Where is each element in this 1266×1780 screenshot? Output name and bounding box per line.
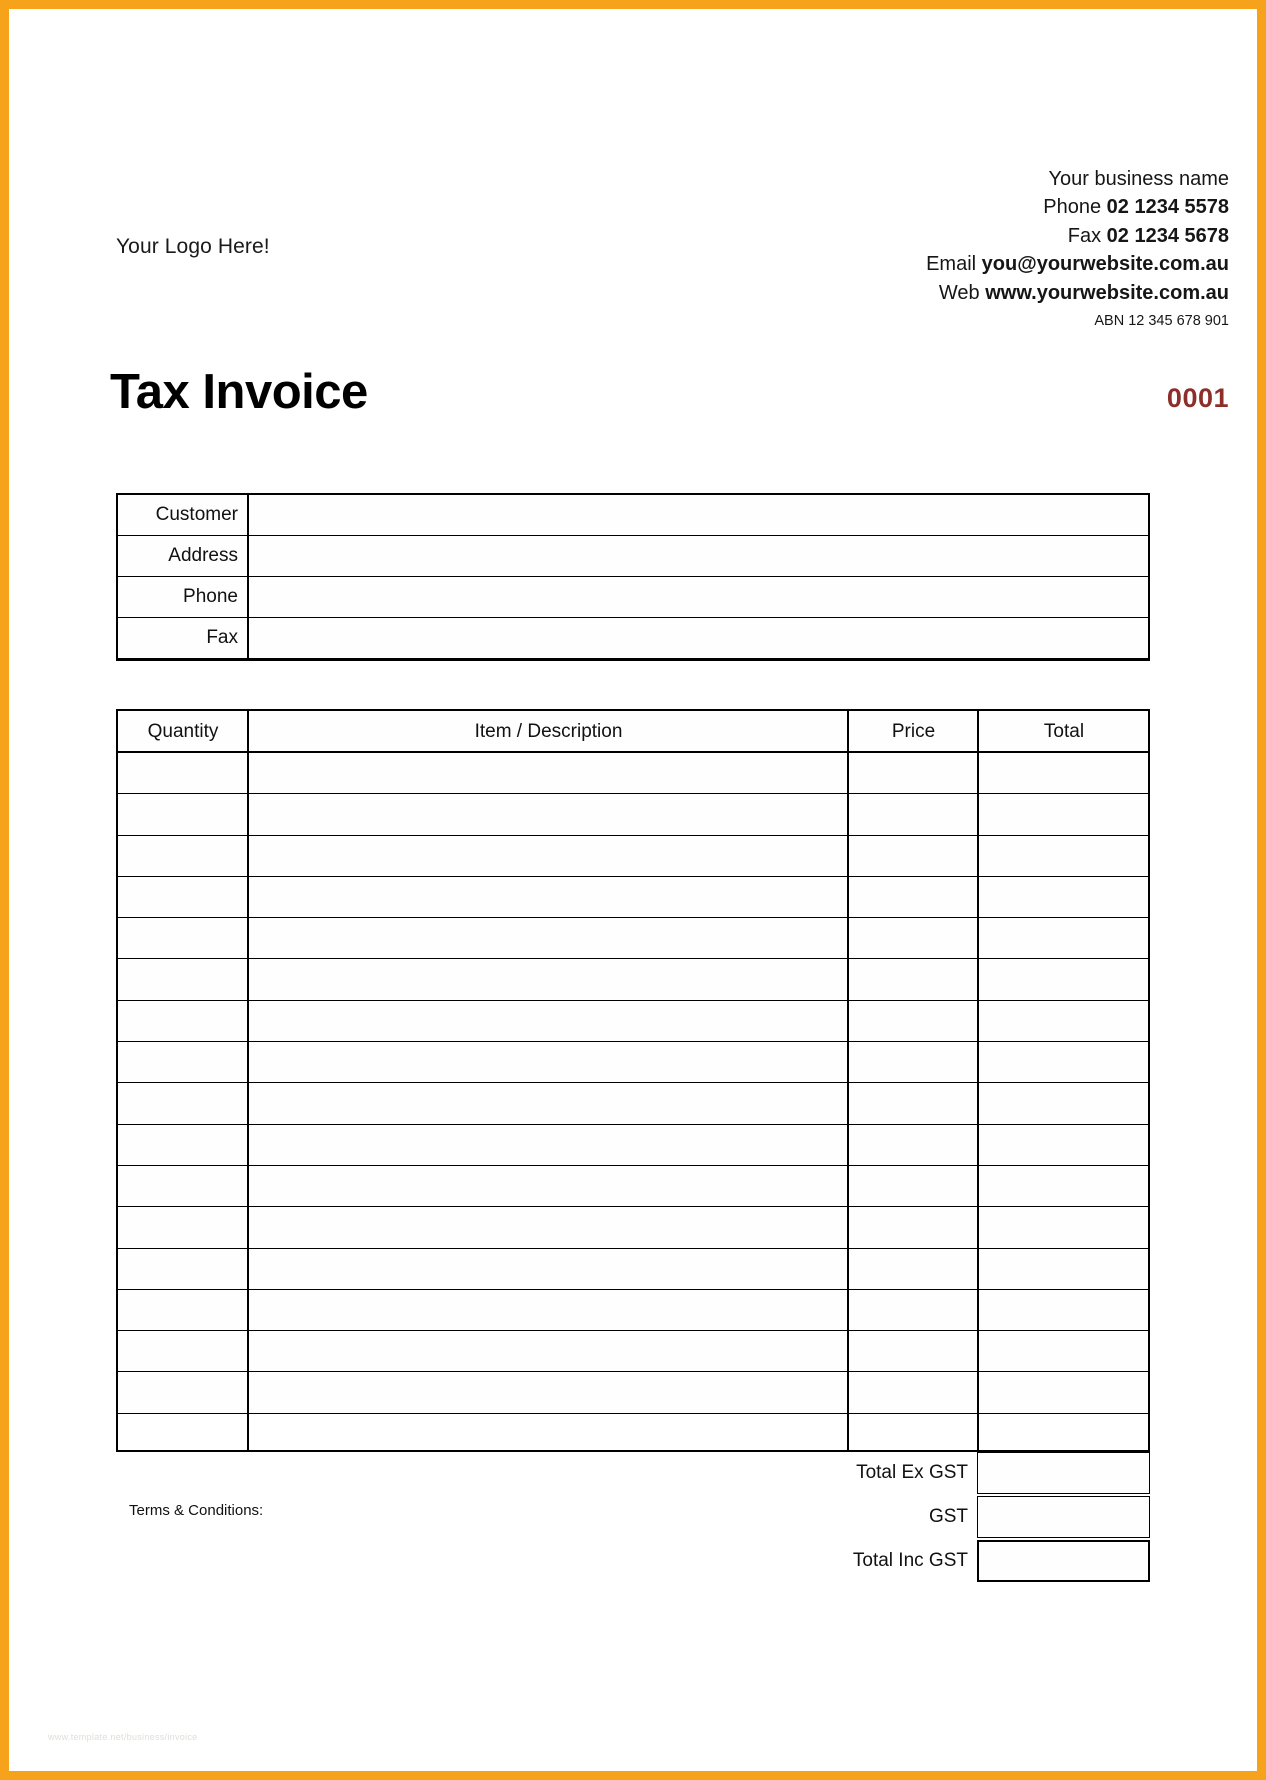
cell-quantity[interactable] [118,1331,249,1372]
cell-total[interactable] [979,1000,1150,1041]
fax-label: Fax [1067,224,1102,247]
table-row [118,794,1150,835]
totals-row [830,1540,1150,1582]
line-items-table [117,710,1150,1414]
cell-quantity[interactable] [118,1207,249,1248]
cell-price[interactable] [849,918,979,959]
cell-total[interactable] [979,1289,1150,1330]
customer-field-customer[interactable] [249,495,1149,536]
business-contact-block [926,165,1229,332]
cell-description[interactable] [249,753,849,794]
customer-field-fax[interactable] [249,618,1149,659]
line-items-divider-3 [977,709,979,1452]
cell-quantity[interactable] [118,1372,249,1413]
cell-description[interactable] [249,1083,849,1124]
customer-row [118,536,1149,577]
cell-total[interactable] [979,959,1150,1000]
invoice-page [9,9,1257,1771]
cell-price[interactable] [849,1083,979,1124]
business-phone [926,193,1229,221]
cell-price[interactable] [849,876,979,917]
cell-quantity[interactable] [118,1165,249,1206]
table-row [118,1248,1150,1289]
customer-field-phone[interactable] [249,577,1149,618]
business-fax [926,222,1229,250]
cell-quantity[interactable] [118,1248,249,1289]
cell-description[interactable] [249,1124,849,1165]
table-row [118,835,1150,876]
web-label: Web [938,281,980,304]
table-row [118,959,1150,1000]
totals-row [830,1452,1150,1494]
cell-total[interactable] [979,1331,1150,1372]
cell-quantity[interactable] [118,1083,249,1124]
cell-price[interactable] [849,1372,979,1413]
cell-total[interactable] [979,1372,1150,1413]
cell-quantity[interactable] [118,1124,249,1165]
customer-row [118,618,1149,659]
cell-description[interactable] [249,1331,849,1372]
cell-quantity[interactable] [118,876,249,917]
cell-total[interactable] [979,1207,1150,1248]
cell-price[interactable] [849,1000,979,1041]
table-row [118,1372,1150,1413]
column-header-description: Item / Description [249,711,849,753]
column-header-quantity: Quantity [118,711,249,753]
web-value[interactable]: www.yourwebsite.com.au [985,281,1229,304]
cell-description[interactable] [249,1000,849,1041]
table-row [118,1289,1150,1330]
table-row [118,1083,1150,1124]
cell-total[interactable] [979,876,1150,917]
cell-quantity[interactable] [118,794,249,835]
totals-row [830,1496,1150,1538]
logo-placeholder[interactable]: Your Logo Here! [116,235,270,258]
cell-quantity[interactable] [118,1289,249,1330]
line-items-divider-1 [247,709,249,1452]
totals-label-2: Total Inc GST [852,1550,968,1571]
cell-total[interactable] [979,1248,1150,1289]
customer-details-table [117,494,1149,659]
phone-value: 02 1234 5578 [1106,196,1229,219]
totals-value-2[interactable] [977,1540,1150,1582]
totals-label-0: Total Ex GST [856,1462,968,1483]
cell-price[interactable] [849,794,979,835]
cell-total[interactable] [979,1124,1150,1165]
table-row [118,1042,1150,1083]
business-email [926,250,1229,278]
cell-description[interactable] [249,1165,849,1206]
cell-price[interactable] [849,1331,979,1372]
customer-table-divider [247,493,249,661]
phone-label: Phone [1043,196,1102,219]
totals-value-1[interactable] [977,1496,1150,1538]
table-header-row [118,711,1150,753]
invoice-number[interactable]: 0001 [1166,383,1229,413]
cell-quantity[interactable] [118,1000,249,1041]
cell-total[interactable] [979,794,1150,835]
cell-quantity[interactable] [118,835,249,876]
cell-description[interactable] [249,1207,849,1248]
business-abn: ABN 12 345 678 901 [1094,312,1229,329]
customer-field-address[interactable] [249,536,1149,577]
cell-description[interactable] [249,835,849,876]
totals-label-1: GST [928,1506,968,1527]
cell-price[interactable] [849,1289,979,1330]
cell-price[interactable] [849,1248,979,1289]
cell-description[interactable] [249,794,849,835]
table-row [118,1165,1150,1206]
customer-row [118,577,1149,618]
cell-description[interactable] [249,1289,849,1330]
cell-price[interactable] [849,1124,979,1165]
cell-total[interactable] [979,835,1150,876]
cell-price[interactable] [849,753,979,794]
cell-description[interactable] [249,1042,849,1083]
table-row [118,753,1150,794]
table-row [118,1207,1150,1248]
customer-label-customer: Customer [118,495,249,536]
business-name: Your business name [1048,168,1229,190]
totals-section [830,1452,1150,1582]
cell-price[interactable] [849,959,979,1000]
cell-price[interactable] [849,1165,979,1206]
line-items-divider-2 [847,709,849,1452]
cell-total[interactable] [979,918,1150,959]
cell-quantity[interactable] [118,1042,249,1083]
table-row [118,1000,1150,1041]
cell-quantity[interactable] [118,959,249,1000]
email-label: Email [926,253,977,276]
table-row [118,876,1150,917]
customer-row [118,495,1149,536]
cell-total[interactable] [979,1042,1150,1083]
business-web [926,279,1229,307]
cell-quantity[interactable] [118,918,249,959]
cell-price[interactable] [849,1207,979,1248]
terms-and-conditions-label: Terms & Conditions: [129,1502,264,1519]
cell-description[interactable] [249,918,849,959]
column-header-price: Price [849,711,979,753]
cell-total[interactable] [979,753,1150,794]
table-row [118,1331,1150,1372]
fax-value: 02 1234 5678 [1106,224,1229,247]
cell-quantity[interactable] [118,753,249,794]
watermark-text: www.template.net/business/invoice [48,1732,198,1742]
cell-description[interactable] [249,959,849,1000]
cell-description[interactable] [249,1372,849,1413]
cell-total[interactable] [979,1083,1150,1124]
customer-label-fax: Fax [118,618,249,659]
cell-total[interactable] [979,1165,1150,1206]
column-header-total: Total [979,711,1150,753]
table-row [118,1124,1150,1165]
line-items-header-rule [116,751,1150,753]
table-row [118,918,1150,959]
totals-value-0[interactable] [977,1452,1150,1494]
email-value[interactable]: you@yourwebsite.com.au [981,253,1229,276]
cell-description[interactable] [249,1248,849,1289]
page-title: Tax Invoice [110,365,368,419]
cell-price[interactable] [849,1042,979,1083]
cell-price[interactable] [849,835,979,876]
customer-label-phone: Phone [118,577,249,618]
customer-label-address: Address [118,536,249,577]
cell-description[interactable] [249,876,849,917]
